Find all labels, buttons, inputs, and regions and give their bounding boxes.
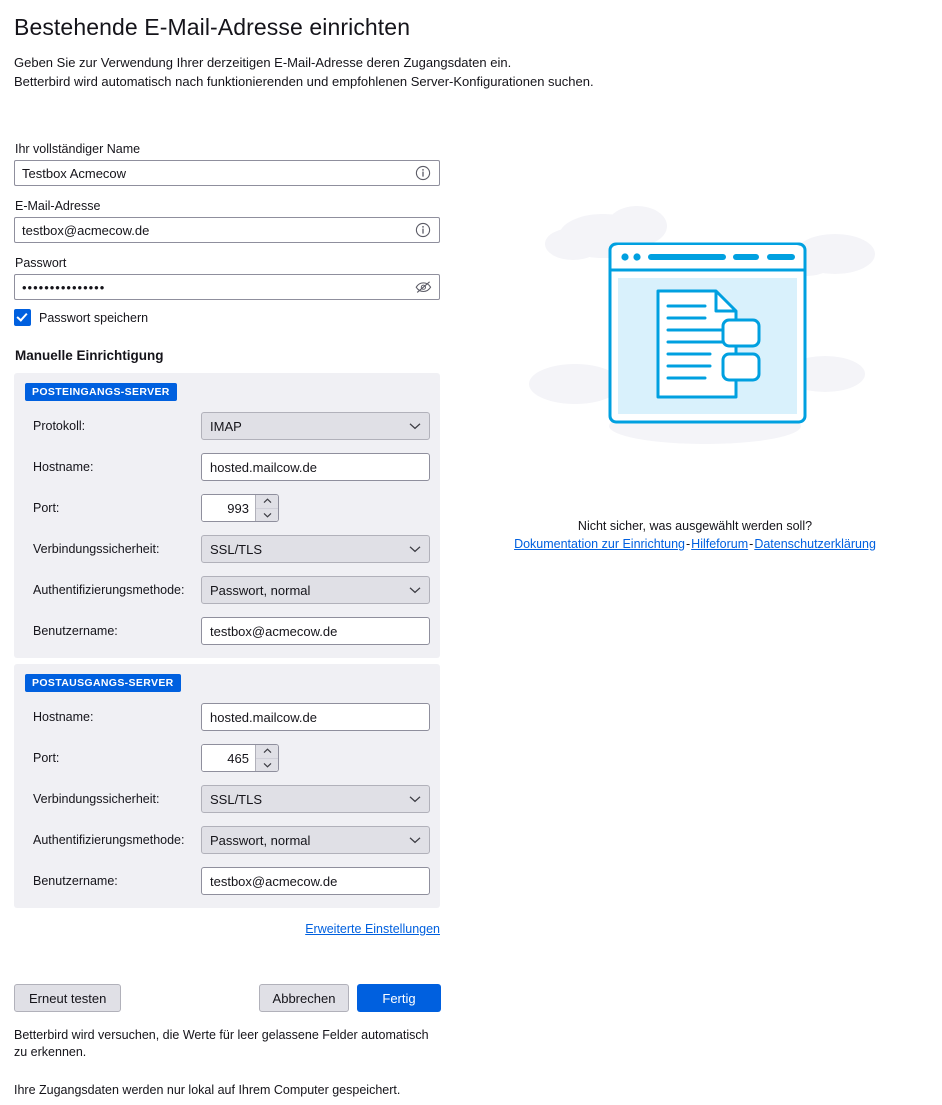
help-links bbox=[455, 537, 935, 551]
outgoing-username-row bbox=[24, 866, 430, 896]
outgoing-port-input[interactable] bbox=[202, 745, 255, 771]
form-column bbox=[14, 142, 440, 936]
incoming-protocol-row bbox=[24, 411, 430, 441]
eye-off-icon[interactable] bbox=[414, 278, 432, 296]
email-label: E-Mail-Adresse bbox=[15, 199, 101, 213]
info-icon bbox=[414, 164, 432, 182]
outgoing-hostname-input[interactable] bbox=[201, 703, 430, 731]
chevron-down-icon bbox=[409, 577, 421, 603]
full-name-input[interactable] bbox=[14, 160, 440, 186]
outgoing-security-label: Verbindungssicherheit: bbox=[33, 792, 160, 806]
chevron-down-icon bbox=[409, 827, 421, 853]
outgoing-auth-select[interactable] bbox=[201, 826, 430, 854]
chevron-down-icon bbox=[409, 536, 421, 562]
full-name-field-wrap bbox=[14, 160, 440, 186]
info-icon bbox=[414, 221, 432, 239]
outgoing-server-badge: POSTAUSGANGS-SERVER bbox=[25, 674, 181, 692]
incoming-protocol-label: Protokoll: bbox=[33, 419, 86, 433]
advanced-settings-wrap bbox=[14, 921, 440, 936]
remember-password-checkbox[interactable] bbox=[14, 309, 31, 326]
incoming-port-spin-buttons[interactable] bbox=[255, 495, 278, 521]
setup-illustration bbox=[455, 174, 935, 464]
outgoing-port-row bbox=[24, 743, 430, 773]
outgoing-security-row bbox=[24, 784, 430, 814]
outgoing-security-value: SSL/TLS bbox=[210, 791, 263, 807]
link-separator-2: - bbox=[749, 537, 754, 551]
incoming-port-input[interactable] bbox=[202, 495, 255, 521]
privacy-policy-link[interactable]: Datenschutzerklärung bbox=[754, 537, 876, 551]
spinner-down-icon[interactable] bbox=[256, 509, 278, 522]
incoming-username-input[interactable] bbox=[201, 617, 430, 645]
incoming-port-row bbox=[24, 493, 430, 523]
outgoing-auth-value: Passwort, normal bbox=[210, 832, 311, 848]
setup-page bbox=[0, 14, 942, 1105]
spinner-up-icon[interactable] bbox=[256, 495, 278, 509]
outgoing-auth-row bbox=[24, 825, 430, 855]
outgoing-port-spin-buttons[interactable] bbox=[255, 745, 278, 771]
incoming-server-panel bbox=[14, 373, 440, 658]
incoming-security-label: Verbindungssicherheit: bbox=[33, 542, 160, 556]
documentation-link[interactable]: Dokumentation zur Einrichtung bbox=[514, 537, 685, 551]
spinner-down-icon[interactable] bbox=[256, 759, 278, 772]
illustration-graphic bbox=[455, 174, 935, 464]
outgoing-username-input[interactable] bbox=[201, 867, 430, 895]
remember-password-row[interactable] bbox=[14, 309, 440, 326]
incoming-auth-row bbox=[24, 575, 430, 605]
illustration-column bbox=[455, 174, 935, 551]
support-forum-link[interactable]: Hilfeforum bbox=[691, 537, 749, 551]
advanced-settings-link[interactable]: Erweiterte Einstellungen bbox=[305, 922, 440, 936]
outgoing-server-panel bbox=[14, 664, 440, 908]
incoming-protocol-select[interactable] bbox=[201, 412, 430, 440]
outgoing-hostname-label: Hostname: bbox=[33, 710, 94, 724]
intro-line-2: Betterbird wird automatisch nach funktionierenden und empfohlenen Server-Konfigurationen suchen. bbox=[14, 74, 594, 89]
help-hint: Nicht sicher, was ausgewählt werden soll? bbox=[577, 519, 813, 533]
incoming-port-stepper[interactable] bbox=[201, 494, 279, 522]
done-button[interactable]: Fertig bbox=[357, 984, 441, 1012]
incoming-username-label: Benutzername: bbox=[33, 624, 118, 638]
full-name-label: Ihr vollständiger Name bbox=[15, 142, 141, 156]
incoming-security-row bbox=[24, 534, 430, 564]
incoming-security-select[interactable] bbox=[201, 535, 430, 563]
outgoing-port-stepper[interactable] bbox=[201, 744, 279, 772]
incoming-server-badge: POSTEINGANGS-SERVER bbox=[25, 383, 177, 401]
email-input[interactable] bbox=[14, 217, 440, 243]
password-input[interactable] bbox=[14, 274, 440, 300]
outgoing-auth-label: Authentifizierungsmethode: bbox=[33, 833, 185, 847]
link-separator-1: - bbox=[686, 537, 691, 551]
intro-line-1: Geben Sie zur Verwendung Ihrer derzeitigen E-Mail-Adresse deren Zugangsdaten ein. bbox=[14, 55, 512, 70]
password-field-wrap bbox=[14, 274, 440, 300]
page-title: Bestehende E-Mail-Adresse einrichten bbox=[14, 14, 411, 40]
outgoing-security-select[interactable] bbox=[201, 785, 430, 813]
incoming-port-label: Port: bbox=[33, 501, 60, 515]
incoming-username-row bbox=[24, 616, 430, 646]
outgoing-username-label: Benutzername: bbox=[33, 874, 118, 888]
incoming-protocol-value: IMAP bbox=[210, 418, 242, 434]
incoming-auth-select[interactable] bbox=[201, 576, 430, 604]
remember-password-label: Passwort speichern bbox=[39, 310, 149, 325]
incoming-auth-value: Passwort, normal bbox=[210, 582, 311, 598]
manual-config-title: Manuelle Einrichtigung bbox=[15, 348, 164, 363]
outgoing-hostname-row bbox=[24, 702, 430, 732]
footnote-credentials: Ihre Zugangsdaten werden nur lokal auf Ihrem Computer gespeichert. bbox=[14, 1083, 401, 1097]
password-label: Passwort bbox=[15, 256, 67, 270]
chevron-down-icon bbox=[409, 786, 421, 812]
footnote-autodetect: Betterbird wird versuchen, die Werte für leer gelassene Felder automatisch zu erkennen. bbox=[14, 1028, 429, 1059]
incoming-hostname-row bbox=[24, 452, 430, 482]
outgoing-port-label: Port: bbox=[33, 751, 60, 765]
incoming-security-value: SSL/TLS bbox=[210, 541, 263, 557]
cancel-button[interactable]: Abbrechen bbox=[259, 984, 349, 1012]
incoming-hostname-label: Hostname: bbox=[33, 460, 94, 474]
action-buttons bbox=[14, 984, 440, 1012]
spinner-up-icon[interactable] bbox=[256, 745, 278, 759]
email-field-wrap bbox=[14, 217, 440, 243]
intro-text bbox=[14, 53, 928, 91]
incoming-hostname-input[interactable] bbox=[201, 453, 430, 481]
retest-button[interactable]: Erneut testen bbox=[14, 984, 121, 1012]
chevron-down-icon bbox=[409, 413, 421, 439]
incoming-auth-label: Authentifizierungsmethode: bbox=[33, 583, 185, 597]
